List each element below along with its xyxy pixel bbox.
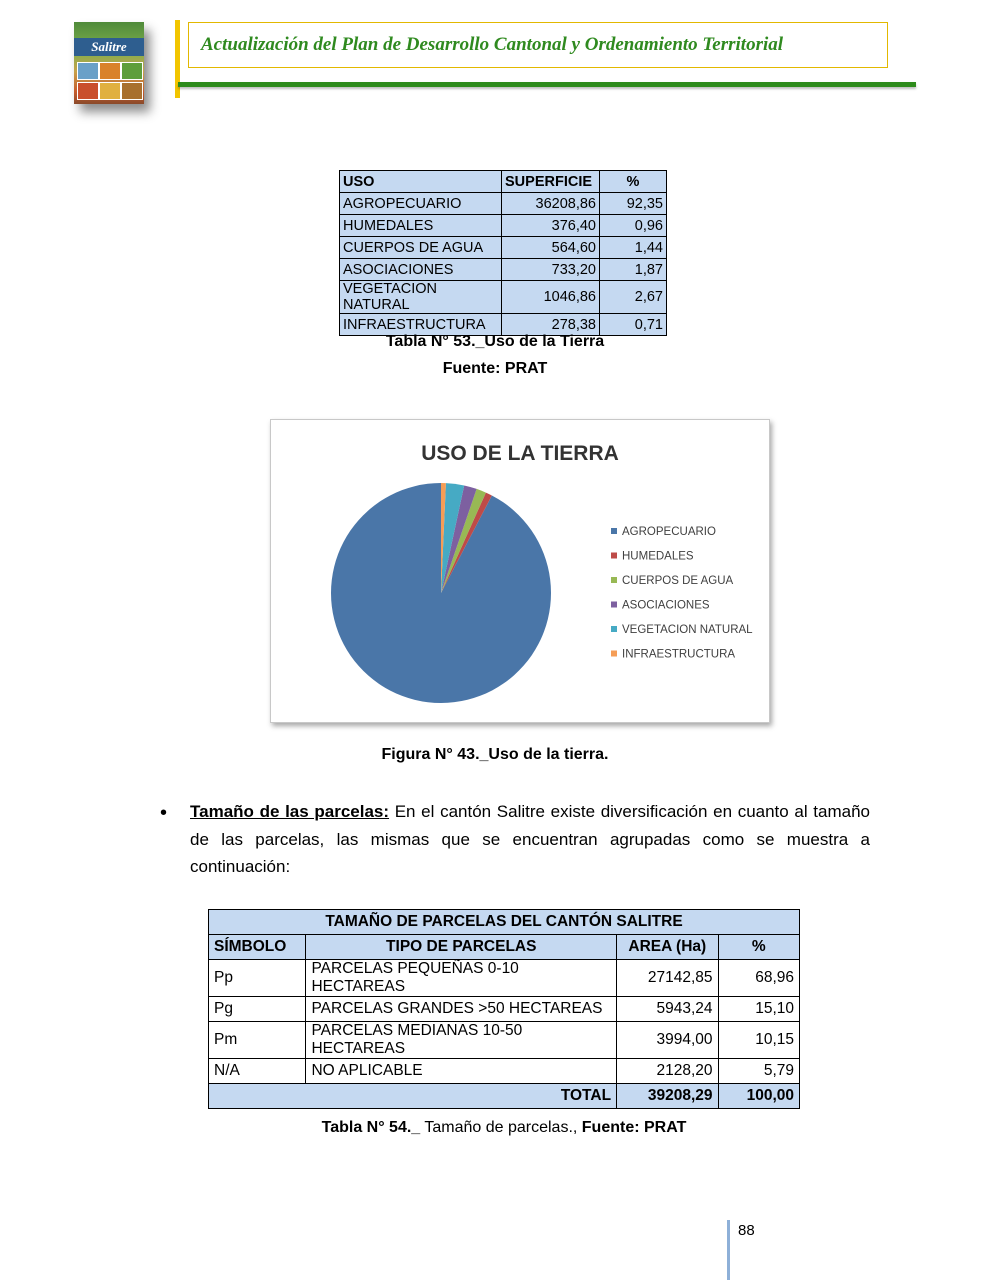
parcel-area: 2128,20 [617, 1059, 719, 1084]
land-use-name: CUERPOS DE AGUA [340, 237, 502, 259]
pie-chart-svg [271, 420, 769, 722]
land-use-percent: 2,67 [600, 281, 667, 314]
header-percent: % [600, 171, 667, 193]
table53-caption: Tabla N° 53._Uso de la Tierra [385, 333, 605, 350]
parcel-percent: 68,96 [718, 960, 799, 997]
header-superficie: SUPERFICIE [502, 171, 600, 193]
land-use-percent: 1,44 [600, 237, 667, 259]
table-row [340, 193, 667, 215]
parcel-area: 27142,85 [617, 960, 719, 997]
header-uso: USO [340, 171, 502, 193]
parcel-area: 3994,00 [617, 1022, 719, 1059]
parcel-symbol: Pp [209, 960, 306, 997]
table54-title: TAMAÑO DE PARCELAS DEL CANTÓN SALITRE [209, 910, 800, 935]
parcel-percent: 15,10 [718, 997, 799, 1022]
parcel-symbol: Pm [209, 1022, 306, 1059]
legend-label: CUERPOS DE AGUA [622, 575, 734, 587]
land-use-name: INFRAESTRUCTURA [340, 314, 502, 336]
chart-title: USO DE LA TIERRA [421, 442, 619, 465]
parcel-symbol: N/A [209, 1059, 306, 1084]
table-row [340, 237, 667, 259]
figure-caption: Figura N° 43._Uso de la tierra. [381, 746, 609, 763]
land-use-area: 36208,86 [502, 193, 600, 215]
land-use-area: 564,60 [502, 237, 600, 259]
table53-source: Fuente: PRAT [442, 360, 548, 377]
total-label: TOTAL [209, 1084, 617, 1109]
land-use-area: 278,38 [502, 314, 600, 336]
header-tipo: TIPO DE PARCELAS [306, 935, 617, 960]
parcel-type: PARCELAS PEQUEÑAS 0-10 HECTAREAS [306, 960, 617, 997]
parcel-type: PARCELAS GRANDES >50 HECTAREAS [306, 997, 617, 1022]
legend-label: VEGETACION NATURAL [622, 624, 753, 636]
table-row [340, 281, 667, 314]
legend-swatch [611, 577, 617, 583]
legend-swatch [611, 528, 617, 534]
paragraph-text: En el cantón Salitre existe diversificación en cuanto al tamaño de las parcelas, las mismas que se encuentran agrupadas como se muestra a continuación: [190, 802, 871, 876]
land-use-name: ASOCIACIONES [340, 259, 502, 281]
legend-swatch [611, 602, 617, 608]
land-use-table [339, 170, 667, 336]
parcel-type: PARCELAS MEDIANAS 10-50 HECTAREAS [306, 1022, 617, 1059]
caption54-source: Fuente: PRAT [581, 1119, 687, 1136]
total-area: 39208,29 [617, 1084, 719, 1109]
parcel-percent: 10,15 [718, 1022, 799, 1059]
land-use-name: VEGETACION NATURAL [340, 281, 502, 314]
header-pct: % [718, 935, 799, 960]
land-use-name: HUMEDALES [340, 215, 502, 237]
land-use-percent: 92,35 [600, 193, 667, 215]
legend-label: AGROPECUARIO [622, 526, 716, 538]
land-use-area: 733,20 [502, 259, 600, 281]
land-use-area: 1046,86 [502, 281, 600, 314]
table-row [209, 1059, 800, 1084]
legend-swatch [611, 651, 617, 657]
table-row [340, 215, 667, 237]
bullet-icon: • [160, 802, 168, 824]
land-use-percent: 1,87 [600, 259, 667, 281]
legend-label: ASOCIACIONES [622, 599, 710, 612]
header-area: AREA (Ha) [617, 935, 719, 960]
parcel-symbol: Pg [209, 997, 306, 1022]
parcel-size-paragraph [190, 798, 870, 881]
page-number-divider [727, 1220, 730, 1280]
total-pct: 100,00 [718, 1084, 799, 1109]
legend-swatch [611, 626, 617, 632]
land-use-area: 376,40 [502, 215, 600, 237]
table-row [209, 997, 800, 1022]
land-use-percent: 0,96 [600, 215, 667, 237]
legend-label: INFRAESTRUCTURA [622, 648, 736, 661]
land-use-name: AGROPECUARIO [340, 193, 502, 215]
parcel-size-table [208, 909, 800, 1109]
table-row [340, 259, 667, 281]
salitre-logo [74, 22, 144, 104]
legend-label: HUMEDALES [622, 550, 694, 563]
parcel-percent: 5,79 [718, 1059, 799, 1084]
page-number: 88 [738, 1222, 755, 1239]
table-row [209, 1022, 800, 1059]
legend-swatch [611, 553, 617, 559]
caption54-label: Tabla N° 54._ [321, 1119, 421, 1136]
table54-caption [0, 1119, 990, 1137]
header-simbolo: SÍMBOLO [209, 935, 306, 960]
land-use-pie-chart [270, 419, 770, 723]
parcel-type: NO APLICABLE [306, 1059, 617, 1084]
table-row [209, 960, 800, 997]
caption54-text: Tamaño de parcelas., [420, 1119, 582, 1136]
document-title: Actualización del Plan de Desarrollo Cantonal y Ordenamiento Territorial [188, 22, 888, 68]
parcel-area: 5943,24 [617, 997, 719, 1022]
header-divider [178, 82, 916, 87]
paragraph-lead: Tamaño de las parcelas: [190, 802, 390, 821]
land-use-percent: 0,71 [600, 314, 667, 336]
logo-text: Salitre [74, 38, 144, 56]
